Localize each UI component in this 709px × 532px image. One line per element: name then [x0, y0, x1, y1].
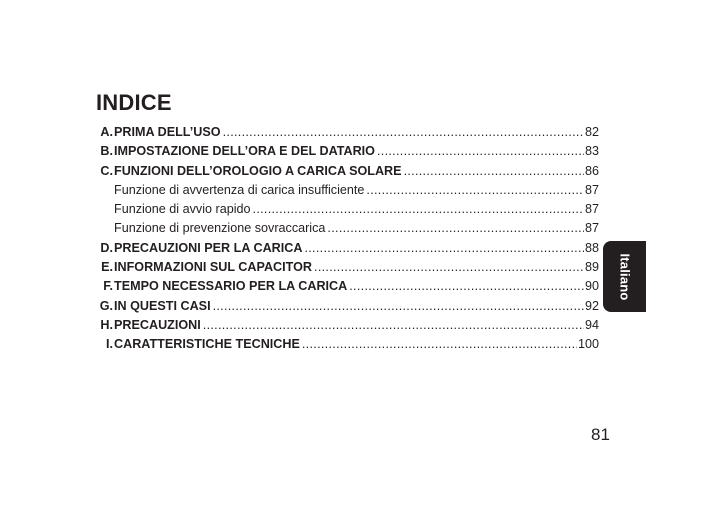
toc-leader-dots — [377, 142, 584, 161]
page-number: 81 — [591, 425, 610, 444]
toc-leader-dots — [253, 200, 584, 219]
toc-leader-dots — [302, 335, 577, 354]
toc-entry-letter: F. — [103, 279, 113, 294]
toc-entry — [94, 239, 599, 258]
toc-leader-dots — [404, 162, 584, 181]
toc-entry-page: 88 — [584, 240, 599, 255]
toc-entry — [94, 142, 599, 161]
toc-leader-dots — [349, 277, 584, 296]
toc-entry-page: 89 — [584, 260, 599, 275]
toc-entry-label: PRECAUZIONI — [114, 317, 201, 332]
toc-entry-label: FUNZIONI DELL’OROLOGIO A CARICA SOLARE — [114, 163, 402, 178]
toc-entry-letter: B. — [100, 144, 113, 159]
toc-entry-letter: D. — [100, 240, 113, 255]
toc-entry-label: CARATTERISTICHE TECNICHE — [114, 337, 300, 352]
toc-entry-letter: G. — [99, 298, 113, 313]
toc-leader-dots — [223, 123, 584, 142]
toc-subentry — [94, 181, 599, 200]
toc-entry-page: 86 — [584, 163, 599, 178]
toc-entry-page: 92 — [584, 298, 599, 313]
language-tab — [603, 241, 646, 312]
toc-entry-page: 82 — [584, 125, 599, 139]
toc-entry-label: PRIMA DELL’USO — [114, 125, 221, 139]
toc-subentry-page: 87 — [584, 202, 599, 217]
toc-entry-label: PRECAUZIONI PER LA CARICA — [114, 240, 303, 255]
toc-entry-page: 90 — [584, 279, 599, 294]
toc-entry-label: IN QUESTI CASI — [114, 298, 211, 313]
toc-leader-dots — [304, 239, 584, 258]
toc-subentry — [94, 219, 599, 238]
toc-subentry-label: Funzione di avvio rapido — [114, 202, 251, 217]
toc-entry-label: TEMPO NECESSARIO PER LA CARICA — [114, 279, 348, 294]
toc-entry-page: 100 — [577, 337, 599, 352]
toc-subentry-label: Funzione di avvertenza di carica insufficiente — [114, 182, 365, 197]
toc-entry — [94, 277, 599, 296]
toc-entry — [94, 335, 599, 354]
toc-entry — [94, 123, 599, 142]
toc-leader-dots — [327, 219, 584, 238]
toc-leader-dots — [366, 181, 584, 200]
toc-subentry-page: 87 — [584, 182, 599, 197]
toc-entry-letter: I. — [106, 337, 113, 352]
toc-entry — [94, 258, 599, 277]
toc-entry-page: 83 — [584, 144, 599, 159]
table-of-contents — [94, 123, 599, 355]
toc-entry — [94, 316, 599, 335]
toc-leader-dots — [203, 316, 584, 335]
toc-entry-label: INFORMAZIONI SUL CAPACITOR — [114, 260, 313, 275]
toc-entry — [94, 162, 599, 181]
toc-leader-dots — [213, 297, 584, 316]
page-title: INDICE — [96, 90, 172, 115]
toc-leader-dots — [314, 258, 584, 277]
toc-entry-letter: A. — [100, 125, 113, 139]
toc-entry-page: 94 — [584, 317, 599, 332]
language-tab-label: Italiano — [617, 252, 632, 301]
toc-entry-label: IMPOSTAZIONE DELL’ORA E DEL DATARIO — [114, 144, 375, 159]
toc-entry-letter: E. — [101, 260, 113, 275]
toc-entry-letter: H. — [100, 317, 113, 332]
toc-subentry-page: 87 — [584, 221, 599, 236]
toc-subentry — [94, 200, 599, 219]
toc-entry — [94, 297, 599, 316]
toc-subentry-label: Funzione di prevenzione sovraccarica — [114, 221, 326, 236]
toc-entry-letter: C. — [100, 163, 113, 178]
